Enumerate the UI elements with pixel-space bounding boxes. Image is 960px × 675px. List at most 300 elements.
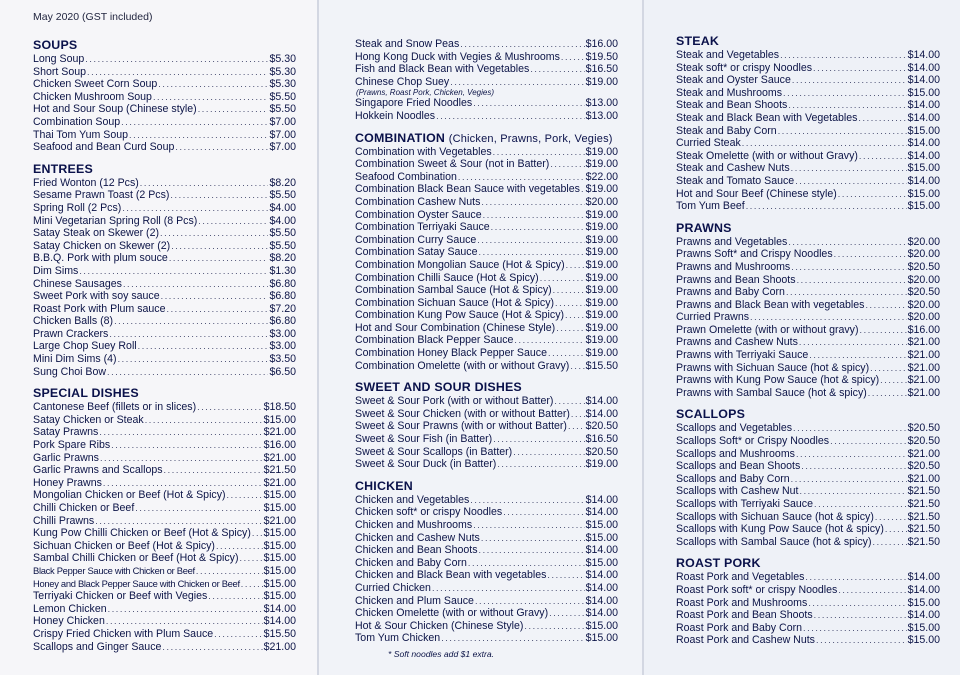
menu-item — [676, 374, 940, 387]
menu-item — [355, 51, 618, 64]
dot-leader — [796, 448, 907, 461]
dot-leader — [166, 303, 268, 316]
menu-item — [676, 609, 940, 622]
item-name: Hot and Sour Soup (Chinese style) — [33, 103, 197, 116]
item-name: Curried Steak — [676, 137, 741, 150]
menu-item — [355, 420, 618, 433]
menu-item — [33, 78, 296, 91]
item-name: Hong Kong Duck with Vegies & Mushrooms — [355, 50, 560, 63]
menu-item — [355, 620, 618, 633]
item-price: $5.50 — [269, 227, 296, 240]
dot-leader — [514, 334, 584, 347]
item-price: $20.00 — [907, 248, 940, 261]
dot-leader — [473, 97, 584, 110]
dot-leader — [513, 446, 584, 459]
menu-item — [33, 628, 296, 641]
item-price: $7.00 — [269, 115, 296, 128]
item-price: $14.00 — [907, 571, 940, 584]
fold-line — [642, 0, 644, 675]
item-name: Seafood Combination — [355, 170, 457, 183]
item-price: $15.00 — [907, 187, 940, 200]
item-price: $15.00 — [585, 556, 618, 569]
menu-item — [676, 571, 940, 584]
item-name: Scallops with Sichuan Sauce (hot & spicy) — [676, 510, 874, 523]
dot-leader — [106, 615, 263, 628]
menu-item — [33, 366, 296, 379]
item-name: Fish and Black Bean with Vegetables — [355, 63, 530, 76]
item-name: Chicken and Mushrooms — [355, 519, 473, 531]
item-name: Satay Prawns — [33, 426, 99, 439]
item-price: $7.00 — [269, 128, 296, 141]
dot-leader — [799, 336, 907, 349]
menu-item — [33, 278, 296, 291]
menu-item — [33, 252, 296, 265]
item-price: $19.00 — [585, 183, 618, 196]
dot-leader — [568, 420, 585, 433]
dot-leader — [788, 236, 906, 249]
dot-leader — [814, 609, 907, 622]
item-name: Steak and Cashew Nuts — [676, 162, 790, 175]
menu-item — [676, 236, 940, 249]
item-price: $20.00 — [907, 235, 940, 248]
item-name: Prawns with Sichuan Sauce (hot & spicy) — [676, 361, 870, 374]
menu-item — [676, 349, 940, 362]
item-price: $19.00 — [585, 309, 618, 322]
menu-item — [33, 202, 296, 215]
menu-item — [676, 362, 940, 375]
dot-leader — [479, 246, 585, 259]
item-name: Curried Chicken — [355, 581, 431, 594]
item-price: $21.50 — [907, 535, 940, 548]
item-price: $5.30 — [269, 65, 296, 78]
dot-leader — [111, 439, 262, 452]
menu-item — [33, 66, 296, 79]
item-price: $15.00 — [263, 552, 296, 565]
item-price: $14.00 — [907, 49, 940, 61]
item-price: $8.20 — [269, 176, 296, 189]
dot-leader — [436, 110, 585, 123]
item-name: Steak and Oyster Sauce — [676, 74, 791, 87]
section-title: SOUPS — [33, 38, 78, 52]
item-price: $5.50 — [269, 239, 296, 252]
item-price: $13.00 — [585, 109, 618, 122]
item-price: $14.00 — [585, 607, 618, 620]
item-name: Sweet & Sour Prawns (with or without Batter) — [355, 420, 567, 433]
menu-item — [355, 110, 618, 123]
menu-item — [33, 141, 296, 154]
item-name: Cantonese Beef (fillets or in slices) — [33, 401, 197, 414]
menu-item — [33, 177, 296, 190]
item-price: $20.00 — [907, 298, 940, 311]
menu-item — [33, 91, 296, 104]
item-price: $15.00 — [907, 634, 940, 647]
dot-leader — [799, 485, 906, 498]
item-name: Scallops with Terriyaki Sauce — [676, 498, 813, 510]
menu-item — [676, 511, 940, 524]
dot-leader — [123, 278, 269, 291]
item-price: $15.50 — [263, 627, 296, 640]
item-name: Thai Tom Yum Soup — [33, 128, 129, 141]
item-price: $15.00 — [585, 632, 618, 645]
menu-item — [355, 171, 618, 184]
item-name: Short Soup — [33, 65, 87, 78]
dot-leader — [555, 297, 585, 310]
dot-leader — [95, 515, 262, 528]
dot-leader — [834, 248, 907, 261]
menu-item — [33, 552, 296, 565]
menu-item — [33, 590, 296, 603]
section-title: SCALLOPS — [676, 407, 746, 422]
item-name: Steak and Snow Peas — [355, 38, 460, 50]
item-name: Scallops and Baby Corn — [676, 472, 790, 485]
item-price: $15.00 — [263, 577, 296, 590]
item-name: Steak and Bean Shoots — [676, 99, 788, 112]
item-price: $14.00 — [263, 602, 296, 615]
item-price: $14.00 — [585, 569, 618, 582]
dot-leader — [475, 595, 585, 608]
dot-leader — [547, 569, 584, 582]
item-price: $14.00 — [585, 544, 618, 557]
item-name: Scallops with Kung Pow Sauce (hot & spicy) — [676, 523, 884, 536]
dot-leader — [803, 622, 907, 635]
item-name: Satay Chicken or Steak — [33, 413, 144, 426]
item-name: Chicken and Vegetables — [355, 493, 470, 506]
dot-leader — [553, 284, 585, 297]
menu-item — [355, 360, 618, 373]
item-price: $5.30 — [269, 78, 296, 91]
item-name: Crispy Fried Chicken with Plum Sauce — [33, 627, 214, 640]
menu-item — [676, 274, 940, 287]
dot-leader — [197, 401, 262, 414]
item-price: $4.00 — [269, 214, 296, 227]
dot-leader — [549, 607, 584, 620]
item-price: $7.00 — [269, 141, 296, 154]
item-price: $19.00 — [585, 347, 618, 360]
menu-item — [676, 99, 940, 112]
menu-section — [676, 407, 940, 548]
dot-leader — [87, 66, 268, 79]
item-price: $15.00 — [263, 413, 296, 426]
dot-leader — [450, 76, 584, 89]
menu-item — [676, 311, 940, 324]
item-name: Combination Honey Black Pepper Sauce — [355, 347, 547, 360]
item-price: $19.00 — [585, 246, 618, 259]
dot-leader — [530, 63, 584, 76]
item-name: Prawns with Kung Pow Sauce (hot & spicy) — [676, 374, 880, 387]
item-name: Combination Sichuan Sauce (Hot & Spicy) — [355, 296, 555, 309]
item-name: Scallops and Bean Shoots — [676, 460, 801, 473]
item-name: Chicken and Plum Sauce — [355, 594, 474, 607]
dot-leader — [872, 536, 906, 549]
menu-item — [355, 582, 618, 595]
item-name: Spring Roll (2 Pcs) — [33, 201, 122, 214]
item-price: $14.00 — [585, 407, 618, 420]
item-price: $3.00 — [269, 327, 296, 340]
item-name: Tom Yum Beef — [676, 200, 745, 213]
dot-leader — [566, 259, 585, 272]
item-price: $19.00 — [585, 258, 618, 271]
dot-leader — [859, 150, 907, 163]
item-name: Terriyaki Chicken or Beef with Vegies — [33, 590, 208, 603]
dot-leader — [868, 387, 907, 400]
dot-leader — [493, 433, 584, 446]
item-name: Combination Terriyaki Sauce — [355, 221, 490, 234]
menu-item — [33, 452, 296, 465]
menu-item — [33, 641, 296, 654]
item-name: Chicken Sweet Corn Soup — [33, 78, 158, 91]
dot-leader — [875, 511, 907, 524]
dot-leader — [252, 527, 263, 540]
menu-item — [33, 540, 296, 553]
section-title: ROAST PORK — [676, 556, 761, 571]
menu-item — [676, 200, 940, 213]
menu-item — [676, 286, 940, 299]
menu-item — [355, 569, 618, 582]
item-name: Sweet & Sour Fish (in Batter) — [355, 433, 493, 446]
menu-item — [355, 334, 618, 347]
item-price: $15.00 — [263, 489, 296, 502]
dot-leader — [524, 620, 584, 633]
dot-leader — [138, 340, 269, 353]
menu-item — [33, 464, 296, 477]
dot-leader — [550, 158, 584, 171]
dot-leader — [99, 426, 262, 439]
menu-item — [676, 536, 940, 549]
menu-item — [33, 215, 296, 228]
menu-item — [33, 502, 296, 515]
item-name: Roast Pork and Mushrooms — [676, 596, 808, 609]
item-name: Chilli Prawns — [33, 514, 95, 527]
item-name: Prawns and Bean Shoots — [676, 273, 796, 286]
dot-leader — [473, 519, 584, 532]
menu-item — [355, 532, 618, 545]
item-price: $14.00 — [263, 615, 296, 628]
item-price: $21.50 — [263, 464, 296, 477]
dot-leader — [483, 209, 585, 222]
item-price: $14.00 — [585, 395, 618, 408]
menu-item — [355, 76, 618, 89]
menu-item — [676, 150, 940, 163]
item-name: Combination Cashew Nuts — [355, 195, 481, 208]
dot-leader — [809, 349, 906, 362]
menu-item — [33, 240, 296, 253]
menu-item — [33, 515, 296, 528]
footnote: * Soft noodles add $1 extra. — [388, 648, 495, 659]
menu-item — [355, 607, 618, 620]
dot-leader — [791, 261, 906, 274]
menu-item — [676, 162, 940, 175]
menu-item — [355, 297, 618, 310]
dot-leader — [805, 571, 906, 584]
item-price: $15.50 — [585, 359, 618, 372]
item-price: $6.80 — [269, 290, 296, 303]
item-price: $3.50 — [269, 353, 296, 366]
item-name: Combination Kung Pow Sauce (Hot & Spicy) — [355, 309, 565, 322]
dot-leader — [561, 51, 585, 64]
dot-leader — [198, 103, 269, 116]
menu-item — [676, 523, 940, 536]
dot-leader — [161, 290, 269, 303]
dot-leader — [838, 584, 906, 597]
menu-item — [33, 439, 296, 452]
item-name: Mini Dim Sims (4) — [33, 353, 117, 366]
dot-leader — [791, 162, 907, 175]
dot-leader — [100, 452, 263, 465]
item-price: $19.00 — [585, 208, 618, 221]
dot-leader — [479, 544, 585, 557]
item-price: $4.00 — [269, 201, 296, 214]
item-price: $3.00 — [269, 340, 296, 353]
item-price: $20.50 — [585, 445, 618, 458]
item-price: $21.00 — [907, 349, 940, 362]
item-price: $16.50 — [585, 63, 618, 76]
dot-leader — [121, 116, 268, 129]
item-price: $21.00 — [263, 514, 296, 527]
dot-leader — [750, 311, 907, 324]
dot-leader — [885, 523, 907, 536]
menu-item — [355, 506, 618, 519]
menu-item — [676, 435, 940, 448]
dot-leader — [114, 315, 268, 328]
item-price: $21.00 — [263, 426, 296, 439]
dot-leader — [780, 49, 907, 62]
item-name: Combination with Vegetables — [355, 145, 492, 158]
menu-item — [355, 494, 618, 507]
item-price: $14.00 — [585, 506, 618, 519]
menu-item — [676, 125, 940, 138]
section-title: SWEET AND SOUR DISHES — [355, 380, 522, 395]
dot-leader — [241, 578, 263, 591]
menu-section — [676, 34, 940, 213]
item-name: Combination Omelette (with or without Gravy) — [355, 359, 570, 372]
dot-leader — [468, 557, 585, 570]
section-title: COMBINATION (Chicken, Prawns, Pork, Vegies) — [355, 130, 613, 145]
menu-item — [33, 489, 296, 502]
dot-leader — [432, 582, 585, 595]
dot-leader — [816, 634, 907, 647]
menu-column-middle — [355, 38, 618, 659]
item-price: $15.00 — [263, 564, 296, 577]
item-price: $19.00 — [585, 158, 618, 171]
menu-item — [33, 565, 296, 578]
item-name: Steak and Tomato Sauce — [676, 174, 795, 187]
item-price: $16.00 — [263, 439, 296, 452]
menu-item — [676, 137, 940, 150]
menu-item — [33, 265, 296, 278]
item-name: Chinese Chop Suey — [355, 75, 450, 88]
item-name: Prawn Omelette (with or without gravy) — [676, 323, 859, 336]
menu-item — [676, 448, 940, 461]
menu-item — [676, 324, 940, 337]
item-price: $15.00 — [907, 621, 940, 634]
item-name: Sambal Chilli Chicken or Beef (Hot & Spicy) — [33, 552, 239, 565]
item-name: Sweet & Sour Duck (in Batter) — [355, 458, 497, 471]
item-name: Scallops Soft* or Crispy Noodles — [676, 435, 830, 448]
dot-leader — [170, 189, 268, 202]
dot-leader — [216, 540, 263, 553]
section-title: PRAWNS — [676, 220, 732, 235]
item-price: $20.00 — [907, 273, 940, 286]
item-price: $15.00 — [907, 86, 940, 99]
item-name: Honey Prawns — [33, 476, 102, 489]
menu-item — [355, 146, 618, 159]
item-price: $14.00 — [907, 583, 940, 596]
menu-item — [355, 458, 618, 471]
menu-item — [355, 234, 618, 247]
item-price: $22.00 — [585, 170, 618, 183]
item-note: (Prawns, Roast Pork, Chicken, Vegies) — [356, 88, 494, 98]
item-name: Kung Pow Chilli Chicken or Beef (Hot & Spicy) — [33, 527, 251, 540]
item-name: Hot and Sour Beef (Chinese style) — [676, 187, 837, 200]
dot-leader — [458, 171, 585, 184]
item-name: Black Pepper Sauce with Chicken or Beef — [33, 564, 195, 576]
item-price: $14.00 — [907, 609, 940, 622]
dot-leader — [813, 62, 907, 75]
item-name: Fried Wonton (12 Pcs) — [33, 176, 139, 189]
dot-leader — [175, 141, 268, 154]
dot-leader — [548, 347, 585, 360]
item-name: Lemon Chicken — [33, 602, 107, 615]
dot-leader — [108, 603, 263, 616]
item-price: $20.50 — [907, 286, 940, 299]
dot-leader — [838, 188, 907, 201]
menu-item — [33, 340, 296, 353]
menu-item — [33, 353, 296, 366]
item-name: B.B.Q. Pork with plum souce — [33, 252, 168, 265]
item-price: $1.30 — [269, 264, 296, 277]
item-price: $14.00 — [907, 137, 940, 150]
item-name: Combination Oyster Sauce — [355, 208, 482, 221]
menu-item — [33, 401, 296, 414]
item-price: $14.00 — [585, 493, 618, 506]
dot-leader — [880, 374, 906, 387]
item-price: $20.50 — [907, 460, 940, 473]
menu-item — [676, 261, 940, 274]
item-name: Prawns and Black Bean with vegetables — [676, 298, 865, 311]
item-price: $19.00 — [585, 458, 618, 471]
item-name: Scallops with Cashew Nut — [676, 485, 799, 498]
item-price: $5.50 — [269, 189, 296, 202]
menu-item — [33, 129, 296, 142]
dot-leader — [135, 502, 262, 515]
item-name: Prawns and Cashew Nuts — [676, 336, 798, 349]
item-price: $20.00 — [907, 311, 940, 324]
dot-leader — [208, 590, 262, 603]
item-price: $14.00 — [585, 581, 618, 594]
item-price: $15.00 — [263, 590, 296, 603]
menu-item — [33, 303, 296, 316]
section-title: CHICKEN — [355, 478, 413, 493]
menu-item — [355, 209, 618, 222]
item-name: Prawns with Sambal Sauce (hot & spicy) — [676, 386, 867, 399]
menu-item — [33, 328, 296, 341]
item-name: Chicken and Black Bean with vegetables — [355, 569, 547, 582]
item-price: $8.20 — [269, 252, 296, 265]
menu-item — [676, 498, 940, 511]
dot-leader — [145, 414, 263, 427]
menu-item — [33, 103, 296, 116]
dot-leader — [581, 183, 585, 196]
item-price: $21.00 — [907, 472, 940, 485]
item-name: Satay Chicken on Skewer (2) — [33, 239, 171, 252]
item-price: $14.00 — [585, 594, 618, 607]
dot-leader — [214, 628, 262, 641]
item-price: $19.00 — [585, 145, 618, 158]
dot-leader — [742, 137, 907, 150]
item-name: Combination Sweet & Sour (not in Batter) — [355, 158, 550, 171]
dot-leader — [793, 422, 907, 435]
item-price: $15.00 — [585, 519, 618, 531]
